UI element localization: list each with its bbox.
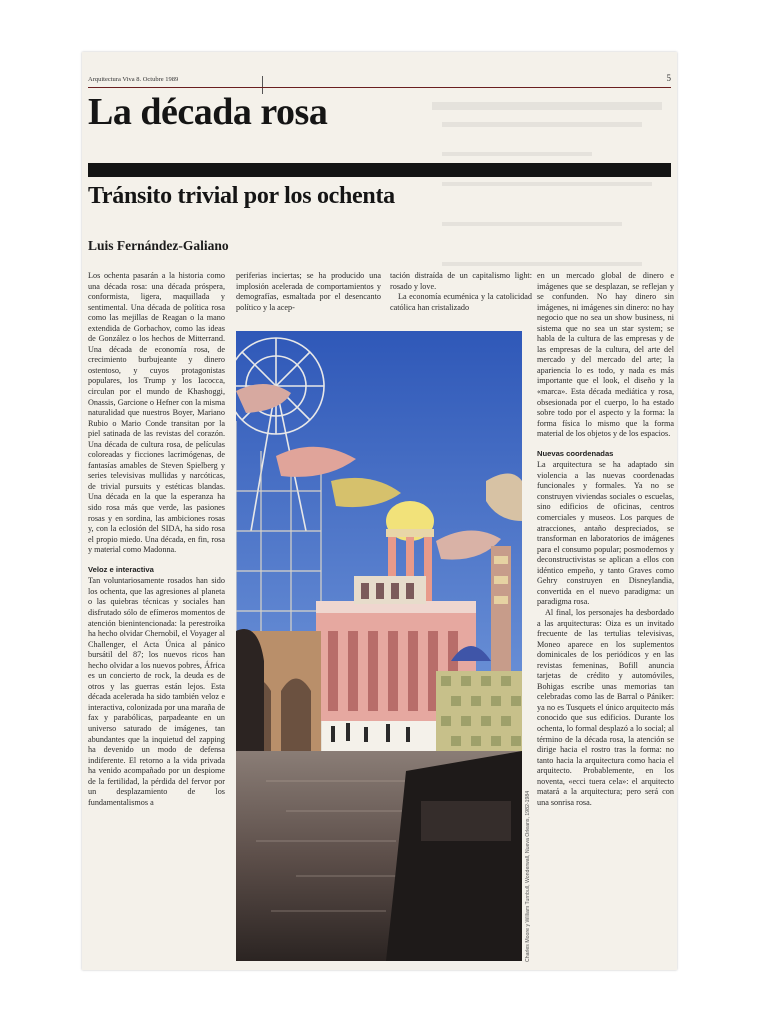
running-head [88,73,671,86]
article-title: La década rosa [88,91,328,133]
text-column-1 [88,271,225,969]
header-rule [88,87,671,88]
section-heading-nuevas: Nuevas coordenadas [537,448,614,458]
text-column-3 [390,271,532,329]
article-author: Luis Fernández-Galiano [88,238,229,253]
paragraph-col3a: tación distraída de un capitalismo light: rosado y love. [390,271,532,291]
text-column-4 [537,271,674,969]
article-photo [236,331,522,961]
photo-illustration [236,331,522,961]
page-number: 5 [666,73,671,83]
article-subtitle: Tránsito trivial por los ochenta [88,183,395,209]
paragraph-intro: Los ochenta pasarán a la historia como una década rosa: una década próspera, conformista, ligera, maquillada y sentimental. Una década de política rosa como las mejillas de Reagan o la mano extendida de Gorbachov, como las ideas de González o los hechos de Mitterrand. Una década de economía rosa, de crecimiento burbujeante y dinero ostentoso, y cuyos protagonistas populares, los Trump y los Iacocca, circulan por el mundo de Khashoggi, Onassis, Garcione o Hefner con la misma naturalidad que nuestros Boyer, Mariano Rubio o Mario Conde transitan por la piel satinada de las revistas del corazón. Una década de cultura rosa, de películas coloreadas y ficciones lacrimógenas, de fantasías amables de Steven Spielberg y series televisivas mullidas y narcóticas, de trivial pursuits y estéticas blandas. Una década en la que la esperanza ha sido rosa más que verde, las pasiones rosas y en sordina, las ambiciones rosas y, con la eclosión del SIDA, ha sido rosa el propio miedo. Una década, en fin, rosa y material como Madonna. [88,271,225,555]
paragraph-col3b: La economía ecuménica y la catolicidad católica han cristalizado [390,292,532,312]
section-heading-veloz: Veloz e interactiva [88,564,154,574]
text-column-2 [236,271,381,329]
paragraph-final: Al final, los personajes ha desbordado a las arquitecturas: Oiza es un invitado frecuente de las tertulias televisivas, Moneo aparece en los suplementos dominicales de los periódicos y en las revistas femeninas, Bofill anuncia tarjetas de crédito y automóviles, Bohigas escribe unas memorias tan celebradas como las de Barral o Pániker: ya no es Tusquets el único arquitecto más conocido que sus edificios. Durante los ochenta, lo formal desplazó a lo social; al término de la década rosa, la atención se dirige hacia el rostro tras la forma: no tanto hacia la arquitectura como hacia el arquitecto. Probablemente, en los noventa, «ecci tuera cela»: el arquitecto matará a la arquitectura; pero será con una sonrisa rosa. [537,607,674,807]
paragraph-col4-intro: en un mercado global de dinero e imágenes que se desplazan, se reflejan y se confunden. No hay dinero sin imágenes, ni imágenes sin dinero: no hay negocio que no sea un show business, ni sistema que no sea un star system; se habla de la cultura de las empresas y de las empresas de la cultura, del arte del mercado y del mercado del arte; la apariencia lo es todo, y nada es más importante que el look, el diseño y la «marca». Esta década mediática y rosa, obsesionada por el cuerpo, lo ha estado sobre todo por el aspecto y la forma: la forma física lo mismo que la forma material de los objetos y de los espacios. [537,271,674,439]
paragraph-veloz: Tan voluntariosamente rosados han sido los ochenta, que las agresiones al planeta o las quiebras técnicas y sociales han disfrutado sólo de efímeros momentos de atención bienintencionada: la perestroika ha hecho olvidar Chernobil, el Voyager al Challenger, el Acta Única al pánico bursátil del 87; los nuevos ricos han hecho olvidar a los nuevos pobres, África es un concierto de rock, la deuda es de otros y las guerras están lejos. Esta década acelerada ha sido también veloz e interactiva, colonizada por una maraña de fax y parabólicas, parpadeante en un universo saturado de imágenes, tan abundantes que la inquietud del zapping ha devenido un modo de defensa indiferente. El retorno a la vida privada ha venido acompañado por un despiome de la fertilidad, la pérdida del fervor por un desplazamiento de los fundamentalismos a [88,576,225,807]
magazine-page [82,52,677,970]
paragraph-col2: periferias inciertas; se ha producido una implosión acelerada de comportamientos y demografías, esmaltada por el desencanto político y la acep- [236,271,381,312]
photo-credit: Charles Moore y William Turnbull, Wonderwall, Nueva Orleans, 1982-1984 [525,790,531,962]
title-divider-band [88,163,671,177]
publication-line: Arquitectura Viva 8. Octubre 1989 [88,76,179,83]
paragraph-nuevas: La arquitectura se ha adaptado sin violencia a las nuevas coordenadas funcionales y formales. Ya no se construyen viviendas sociales o escuelas, sino edificios de oficinas, centros comerciales y museos. Los parques de atracciones, antaño despreciados, se transforman en laboratorios de imágenes para el consumo popular; posmodernos y deconstructivistas se aplican a ellos con idéntico empeño, y tanto Graves como Gehry construyen en Disneylandia, convertida en el nuevo paradigma: un paradigma rosa. [537,460,674,607]
